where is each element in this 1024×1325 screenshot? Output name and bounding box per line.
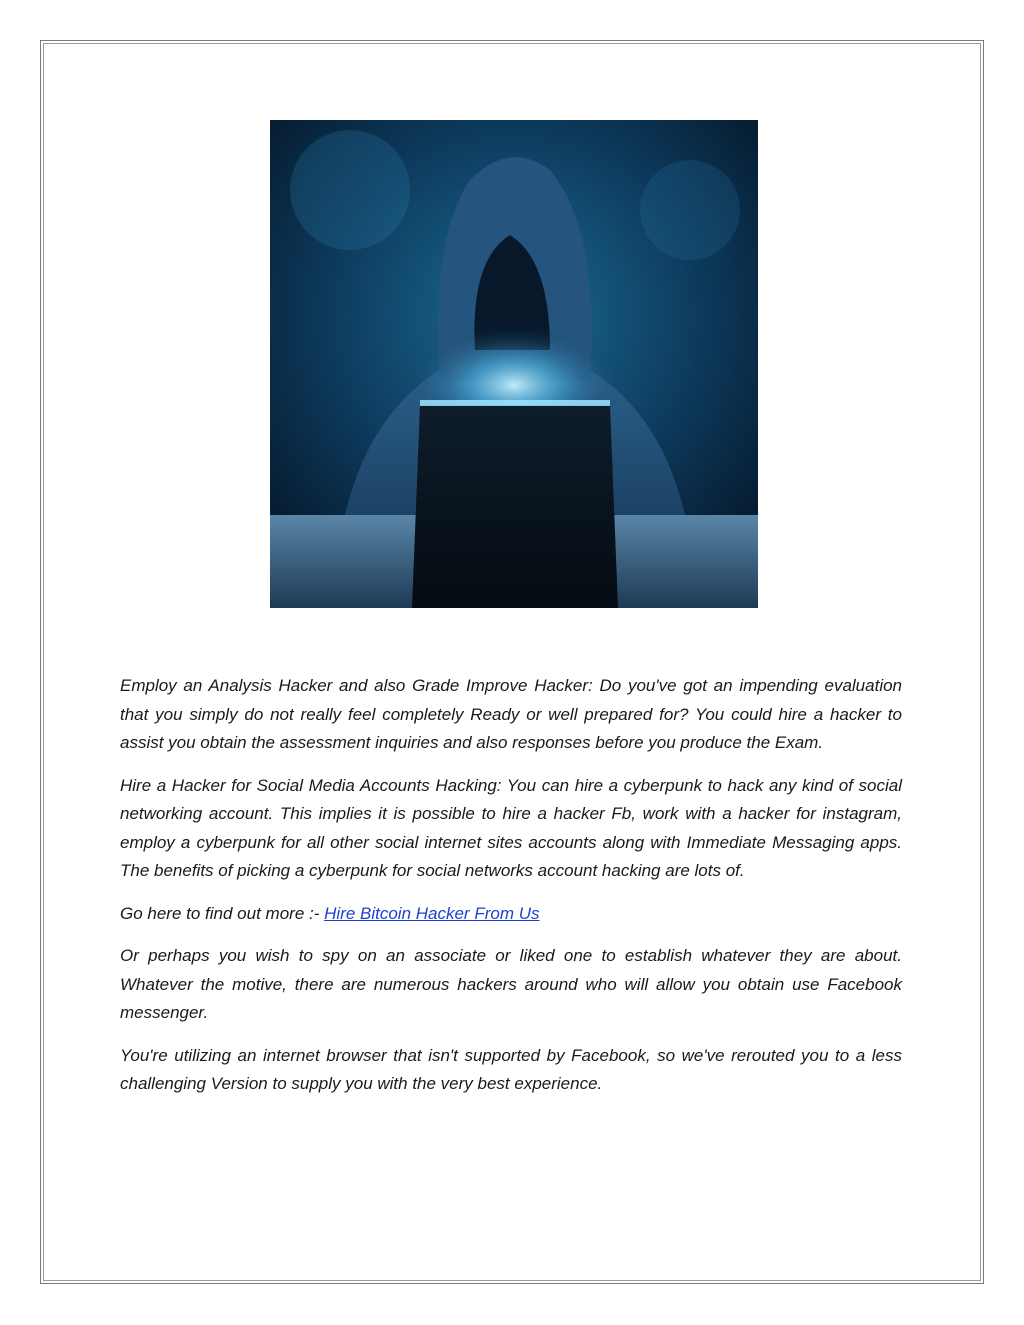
hacker-image bbox=[270, 120, 758, 608]
document-body bbox=[120, 672, 902, 1113]
paragraph-browser: You're utilizing an internet browser that isn't supported by Facebook, so we've rerouted you to a less challenging Version to supply you with the very best experience. bbox=[120, 1045, 902, 1093]
paragraph-spy: Or perhaps you wish to spy on an associate or liked one to establish whatever they are about. Whatever the motive, there are numerous hackers around who will allow you obtain use Facebook messenger. bbox=[120, 946, 902, 1022]
link-line bbox=[120, 900, 902, 929]
paragraph-social-media-hacking: Hire a Hacker for Social Media Accounts Hacking: You can hire a cyberpunk to hack any kind of social networking account. This implies it is possible to hire a hacker Fb, work with a hacker for instagram, employ a cyberpunk for all other social internet sites accounts along with Immediate Messaging apps. The benefits of picking a cyberpunk for social networks account hacking are lots of. bbox=[120, 775, 902, 880]
link-prefix: Go here to find out more :- bbox=[120, 903, 325, 923]
paragraph-exam-hacker: Employ an Analysis Hacker and also Grade Improve Hacker: Do you've got an impending evaluation that you simply do not really feel completely Ready or well prepared for? You could hire a hacker to assist you obtain the assessment inquiries and also responses before you produce the Exam. bbox=[120, 676, 902, 752]
hire-bitcoin-hacker-link[interactable]: Hire Bitcoin Hacker From Us bbox=[324, 903, 540, 923]
